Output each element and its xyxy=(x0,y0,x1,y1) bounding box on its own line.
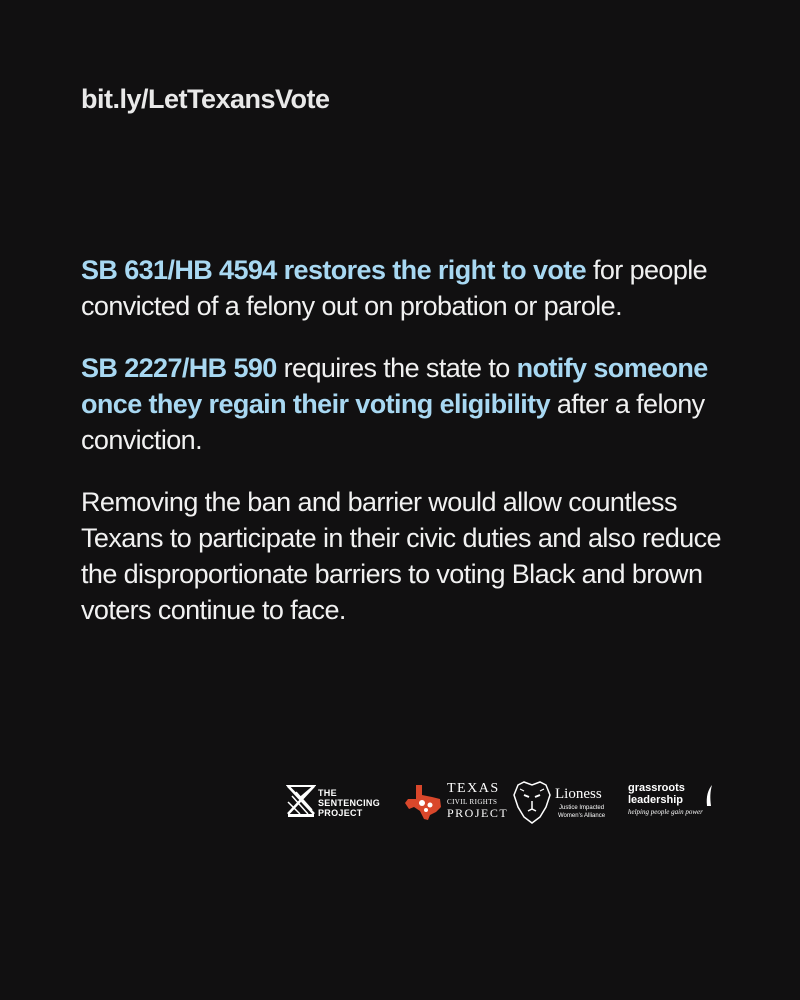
paragraph-text: requires the state to xyxy=(276,353,517,383)
paragraph-text: after a felony conviction. xyxy=(81,389,705,455)
paragraph-notification xyxy=(81,350,741,458)
partner-logos xyxy=(286,778,716,826)
sentencing-project-logo xyxy=(286,778,404,826)
texas-map-icon xyxy=(404,783,444,821)
texas-civil-rights-project-logo xyxy=(404,778,510,826)
bill-highlight-restore-vote: SB 631/HB 4594 restores the right to vote xyxy=(81,255,587,285)
tcrp-line1: TEXAS xyxy=(447,781,500,796)
grassroots-leadership-logo xyxy=(628,778,716,826)
lioness-name: Lioness xyxy=(555,786,602,802)
campaign-url: bit.ly/LetTexansVote xyxy=(81,84,330,114)
grassroots-tagline: helping people gain power xyxy=(628,808,703,816)
grassroots-line1: grassroots xyxy=(628,782,685,794)
sp-line3: PROJECT xyxy=(318,808,363,818)
grass-blade-icon xyxy=(704,784,714,806)
bill-highlight-notify: notify someone once they regain their voting eligibility xyxy=(81,353,708,419)
paragraph-voting-rights xyxy=(81,252,741,324)
bill-highlight-number: SB 2227/HB 590 xyxy=(81,353,277,383)
sp-line2: SENTENCING xyxy=(318,798,381,808)
paragraph-text: for people convicted of a felony out on probation or parole. xyxy=(81,255,708,321)
tcrp-line3: PROJECT xyxy=(447,806,509,820)
body-copy xyxy=(81,252,741,654)
grassroots-line2: leadership xyxy=(628,794,684,806)
sentencing-project-mark-icon xyxy=(286,784,316,820)
tcrp-line2: CIVIL RIGHTS xyxy=(447,798,498,806)
lioness-sub2: Women's Alliance xyxy=(558,813,606,819)
sp-line1: THE xyxy=(318,788,337,798)
paragraph-impact: Removing the ban and barrier would allow countless Texans to participate in their civic duties and also reduce the disproportionate barriers to voting Black and brown voters continue to face. xyxy=(81,487,721,625)
lioness-sub1: Justice Impacted xyxy=(559,805,605,811)
lioness-head-icon xyxy=(512,779,552,825)
lioness-logo xyxy=(512,778,624,826)
